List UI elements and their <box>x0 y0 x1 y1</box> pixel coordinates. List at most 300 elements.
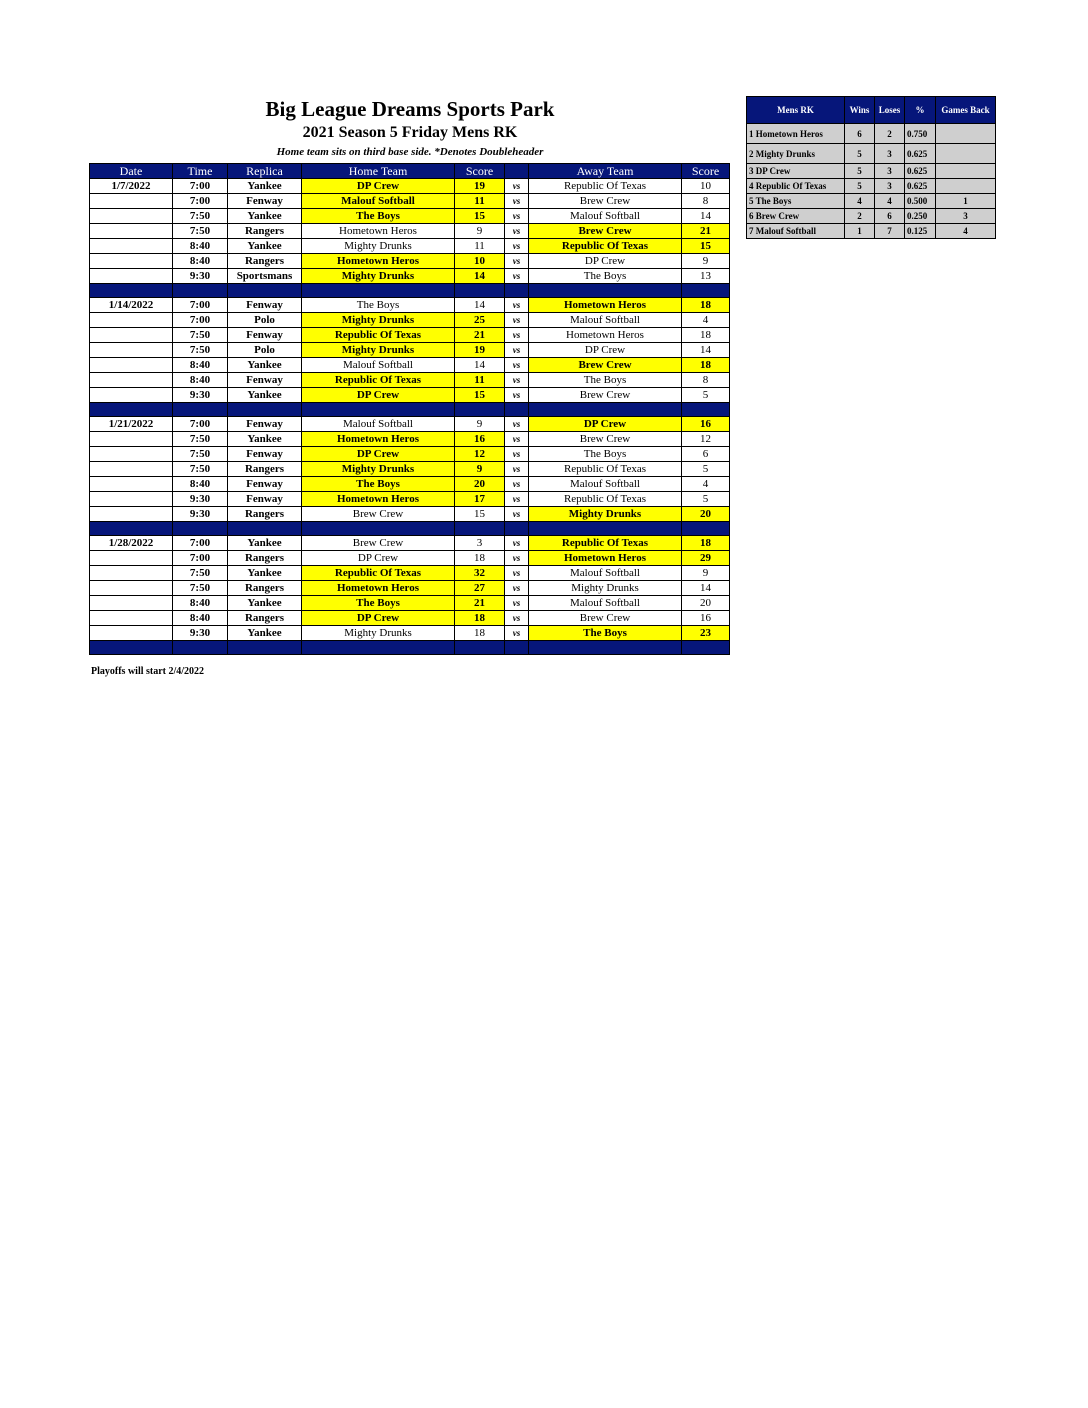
game-date <box>90 328 173 343</box>
standings-games-back <box>936 179 996 194</box>
schedule-header-row <box>90 164 730 179</box>
standings-rank: 4 <box>749 181 754 191</box>
game-row <box>90 313 730 328</box>
away-score: 20 <box>682 507 730 522</box>
game-date <box>90 432 173 447</box>
vs-label: vs <box>505 492 529 507</box>
game-row <box>90 194 730 209</box>
game-row <box>90 536 730 551</box>
standings-games-back: 3 <box>936 209 996 224</box>
game-time: 7:00 <box>173 313 228 328</box>
away-team: Republic Of Texas <box>529 462 682 477</box>
playoffs-note: Playoffs will start 2/4/2022 <box>91 666 205 677</box>
game-row <box>90 432 730 447</box>
standings-team-name: Hometown Heros <box>755 128 823 139</box>
separator-cell <box>302 641 455 655</box>
home-score: 18 <box>455 551 505 566</box>
game-field: Rangers <box>228 551 302 566</box>
game-row <box>90 239 730 254</box>
away-team: Hometown Heros <box>529 298 682 313</box>
vs-column-header <box>505 164 529 179</box>
home-score: 18 <box>455 626 505 641</box>
away-score: 4 <box>682 313 730 328</box>
game-row <box>90 477 730 492</box>
home-team: The Boys <box>302 596 455 611</box>
vs-label: vs <box>505 626 529 641</box>
game-field: Sportsmans <box>228 269 302 284</box>
standings-rank: 2 <box>749 148 754 159</box>
away-team: Malouf Softball <box>529 477 682 492</box>
game-time: 8:40 <box>173 254 228 269</box>
home-score: 19 <box>455 343 505 358</box>
replica-column-header: Replica <box>228 164 302 179</box>
home-team: The Boys <box>302 477 455 492</box>
home-score: 12 <box>455 447 505 462</box>
away-score: 5 <box>682 388 730 403</box>
separator-cell <box>173 284 228 298</box>
home-score: 15 <box>455 209 505 224</box>
home-score: 11 <box>455 373 505 388</box>
away-score: 16 <box>682 417 730 432</box>
game-time: 7:50 <box>173 462 228 477</box>
vs-label: vs <box>505 611 529 626</box>
home-team: Malouf Softball <box>302 194 455 209</box>
game-time: 8:40 <box>173 477 228 492</box>
game-field: Fenway <box>228 492 302 507</box>
separator-cell <box>682 641 730 655</box>
vs-label: vs <box>505 566 529 581</box>
season-subtitle: 2021 Season 5 Friday Mens RK <box>302 124 518 141</box>
home-score: 14 <box>455 358 505 373</box>
game-time: 8:40 <box>173 596 228 611</box>
game-field: Yankee <box>228 596 302 611</box>
game-time: 9:30 <box>173 507 228 522</box>
standings-pct-header: % <box>905 97 936 124</box>
away-team: Republic Of Texas <box>529 492 682 507</box>
standings-team-name: Mighty Drunks <box>755 148 816 159</box>
away-team: Hometown Heros <box>529 328 682 343</box>
week-separator <box>90 403 730 417</box>
game-date <box>90 507 173 522</box>
game-field: Rangers <box>228 254 302 269</box>
game-row <box>90 566 730 581</box>
separator-cell <box>173 641 228 655</box>
game-row <box>90 447 730 462</box>
standings-losses: 3 <box>875 164 905 179</box>
game-row <box>90 209 730 224</box>
away-score: 18 <box>682 328 730 343</box>
home-team: Hometown Heros <box>302 254 455 269</box>
home-score: 14 <box>455 269 505 284</box>
vs-label: vs <box>505 581 529 596</box>
game-field: Yankee <box>228 358 302 373</box>
standings-team <box>747 224 845 239</box>
week-separator <box>90 641 730 655</box>
standings-team-name: Brew Crew <box>755 211 800 221</box>
separator-cell <box>529 284 682 298</box>
away-team: Mighty Drunks <box>529 581 682 596</box>
vs-label: vs <box>505 254 529 269</box>
game-row <box>90 373 730 388</box>
game-row <box>90 581 730 596</box>
away-score: 18 <box>682 536 730 551</box>
game-time: 7:00 <box>173 298 228 313</box>
game-field: Yankee <box>228 536 302 551</box>
standings-team <box>747 144 845 164</box>
away-score: 13 <box>682 269 730 284</box>
game-time: 9:30 <box>173 269 228 284</box>
away-score: 15 <box>682 239 730 254</box>
game-time: 7:00 <box>173 417 228 432</box>
standings-losses: 2 <box>875 124 905 144</box>
game-field: Fenway <box>228 417 302 432</box>
home-team: Malouf Softball <box>302 358 455 373</box>
away-score: 10 <box>682 179 730 194</box>
standings-pct: 0.250 <box>905 209 936 224</box>
away-score: 9 <box>682 254 730 269</box>
home-team: Mighty Drunks <box>302 313 455 328</box>
game-field: Rangers <box>228 581 302 596</box>
away-team: Malouf Softball <box>529 209 682 224</box>
away-score-column-header: Score <box>682 164 730 179</box>
away-score: 23 <box>682 626 730 641</box>
game-row <box>90 551 730 566</box>
home-team: Hometown Heros <box>302 581 455 596</box>
standings-wins-header: Wins <box>845 97 875 124</box>
away-team: The Boys <box>529 373 682 388</box>
away-score: 12 <box>682 432 730 447</box>
standings-pct: 0.750 <box>905 124 936 144</box>
separator-cell <box>682 284 730 298</box>
game-time: 8:40 <box>173 239 228 254</box>
separator-cell <box>529 641 682 655</box>
game-date <box>90 581 173 596</box>
home-team: Malouf Softball <box>302 417 455 432</box>
separator-cell <box>455 403 505 417</box>
game-time: 7:50 <box>173 209 228 224</box>
time-column-header: Time <box>173 164 228 179</box>
standings-wins: 5 <box>845 144 875 164</box>
standings-wins: 4 <box>845 194 875 209</box>
game-field: Rangers <box>228 462 302 477</box>
separator-cell <box>505 284 529 298</box>
game-time: 7:50 <box>173 328 228 343</box>
standings-wins: 2 <box>845 209 875 224</box>
home-team: Mighty Drunks <box>302 626 455 641</box>
away-team: DP Crew <box>529 254 682 269</box>
home-score: 10 <box>455 254 505 269</box>
home-score: 21 <box>455 328 505 343</box>
home-score: 16 <box>455 432 505 447</box>
game-row <box>90 224 730 239</box>
separator-cell <box>228 641 302 655</box>
game-date <box>90 462 173 477</box>
home-score: 17 <box>455 492 505 507</box>
separator-cell <box>302 284 455 298</box>
standings-losses: 4 <box>875 194 905 209</box>
away-team: Brew Crew <box>529 194 682 209</box>
away-team: Republic Of Texas <box>529 179 682 194</box>
away-team: Malouf Softball <box>529 566 682 581</box>
separator-cell <box>228 284 302 298</box>
standings-row <box>747 224 996 239</box>
home-team: Hometown Heros <box>302 492 455 507</box>
vs-label: vs <box>505 298 529 313</box>
game-time: 7:00 <box>173 536 228 551</box>
date-column-header: Date <box>90 164 173 179</box>
game-date <box>90 269 173 284</box>
standings-row <box>747 144 996 164</box>
vs-label: vs <box>505 536 529 551</box>
home-team-note: Home team sits on third base side. *Denotes Doubleheader <box>276 146 544 158</box>
away-score: 21 <box>682 224 730 239</box>
vs-label: vs <box>505 462 529 477</box>
away-team: Malouf Softball <box>529 596 682 611</box>
game-field: Yankee <box>228 566 302 581</box>
standings-team <box>747 179 845 194</box>
away-score: 14 <box>682 343 730 358</box>
home-team: DP Crew <box>302 388 455 403</box>
game-time: 8:40 <box>173 358 228 373</box>
game-date: 1/7/2022 <box>90 179 173 194</box>
away-score: 16 <box>682 611 730 626</box>
standings-pct: 0.625 <box>905 144 936 164</box>
schedule-body <box>90 179 730 655</box>
standings-losses-header: Loses <box>875 97 905 124</box>
home-team-column-header: Home Team <box>302 164 455 179</box>
game-row <box>90 254 730 269</box>
game-field: Yankee <box>228 179 302 194</box>
standings-row <box>747 209 996 224</box>
game-field: Fenway <box>228 447 302 462</box>
home-team: Mighty Drunks <box>302 343 455 358</box>
standings-table <box>746 96 996 239</box>
standings-team-name: Republic Of Texas <box>755 181 827 191</box>
game-date <box>90 626 173 641</box>
vs-label: vs <box>505 447 529 462</box>
vs-label: vs <box>505 596 529 611</box>
away-team: The Boys <box>529 269 682 284</box>
standings-team <box>747 194 845 209</box>
vs-label: vs <box>505 417 529 432</box>
standings-row <box>747 164 996 179</box>
vs-label: vs <box>505 373 529 388</box>
game-date <box>90 254 173 269</box>
standings-pct: 0.625 <box>905 164 936 179</box>
game-row <box>90 328 730 343</box>
standings-wins: 6 <box>845 124 875 144</box>
game-time: 7:00 <box>173 551 228 566</box>
standings-pct: 0.500 <box>905 194 936 209</box>
game-date <box>90 194 173 209</box>
game-date <box>90 492 173 507</box>
home-score: 15 <box>455 507 505 522</box>
standings-body <box>747 124 996 239</box>
game-row <box>90 462 730 477</box>
home-team: Brew Crew <box>302 536 455 551</box>
away-team: Republic Of Texas <box>529 536 682 551</box>
separator-cell <box>90 403 173 417</box>
standings-team <box>747 164 845 179</box>
standings-losses: 6 <box>875 209 905 224</box>
away-score: 6 <box>682 447 730 462</box>
vs-label: vs <box>505 224 529 239</box>
game-row <box>90 626 730 641</box>
vs-label: vs <box>505 477 529 492</box>
home-team: The Boys <box>302 298 455 313</box>
game-field: Fenway <box>228 194 302 209</box>
standings-games-back <box>936 124 996 144</box>
game-field: Fenway <box>228 477 302 492</box>
game-field: Fenway <box>228 328 302 343</box>
separator-cell <box>505 641 529 655</box>
home-score: 3 <box>455 536 505 551</box>
page-title: Big League Dreams Sports Park <box>265 97 555 121</box>
game-row <box>90 269 730 284</box>
game-date <box>90 596 173 611</box>
away-score: 18 <box>682 298 730 313</box>
home-score: 9 <box>455 462 505 477</box>
standings-team-name: Malouf Softball <box>755 226 817 236</box>
vs-label: vs <box>505 328 529 343</box>
standings-games-back: 4 <box>936 224 996 239</box>
game-time: 9:30 <box>173 626 228 641</box>
game-row <box>90 388 730 403</box>
away-score: 8 <box>682 194 730 209</box>
away-score: 9 <box>682 566 730 581</box>
game-time: 7:50 <box>173 581 228 596</box>
vs-label: vs <box>505 179 529 194</box>
standings-header-row <box>747 97 996 124</box>
separator-cell <box>173 403 228 417</box>
standings-losses: 7 <box>875 224 905 239</box>
separator-cell <box>90 641 173 655</box>
away-score: 4 <box>682 477 730 492</box>
standings-games-back <box>936 144 996 164</box>
home-score: 14 <box>455 298 505 313</box>
standings-losses: 3 <box>875 144 905 164</box>
standings-team-name: DP Crew <box>755 166 791 176</box>
separator-cell <box>455 284 505 298</box>
standings-team-name: The Boys <box>755 196 792 206</box>
game-field: Yankee <box>228 432 302 447</box>
vs-label: vs <box>505 388 529 403</box>
vs-label: vs <box>505 432 529 447</box>
game-time: 7:50 <box>173 224 228 239</box>
game-row <box>90 298 730 313</box>
game-row <box>90 507 730 522</box>
game-time: 9:30 <box>173 388 228 403</box>
home-team: Mighty Drunks <box>302 269 455 284</box>
schedule-table <box>89 163 730 655</box>
home-score: 32 <box>455 566 505 581</box>
standings-pct: 0.125 <box>905 224 936 239</box>
vs-label: vs <box>505 209 529 224</box>
game-field: Polo <box>228 313 302 328</box>
away-score: 5 <box>682 462 730 477</box>
home-score: 18 <box>455 611 505 626</box>
home-score: 25 <box>455 313 505 328</box>
home-team: Republic Of Texas <box>302 373 455 388</box>
game-row <box>90 492 730 507</box>
game-field: Rangers <box>228 507 302 522</box>
home-score: 9 <box>455 417 505 432</box>
home-team: Republic Of Texas <box>302 328 455 343</box>
standings-rank: 6 <box>749 211 754 221</box>
game-date <box>90 551 173 566</box>
vs-label: vs <box>505 269 529 284</box>
vs-label: vs <box>505 194 529 209</box>
separator-cell <box>90 522 173 536</box>
game-field: Fenway <box>228 298 302 313</box>
standings-rank: 1 <box>749 128 754 139</box>
home-score-column-header: Score <box>455 164 505 179</box>
game-date: 1/21/2022 <box>90 417 173 432</box>
standings-team <box>747 124 845 144</box>
separator-cell <box>455 522 505 536</box>
separator-cell <box>302 403 455 417</box>
game-date <box>90 224 173 239</box>
away-team: Brew Crew <box>529 611 682 626</box>
away-score: 14 <box>682 581 730 596</box>
home-team: DP Crew <box>302 611 455 626</box>
vs-label: vs <box>505 507 529 522</box>
vs-label: vs <box>505 239 529 254</box>
away-team: Republic Of Texas <box>529 239 682 254</box>
game-field: Rangers <box>228 611 302 626</box>
away-score: 20 <box>682 596 730 611</box>
home-score: 27 <box>455 581 505 596</box>
game-date <box>90 313 173 328</box>
away-team: Hometown Heros <box>529 551 682 566</box>
game-date <box>90 209 173 224</box>
vs-label: vs <box>505 358 529 373</box>
standings-games-back-header: Games Back <box>936 97 996 124</box>
game-time: 7:00 <box>173 194 228 209</box>
separator-cell <box>455 641 505 655</box>
vs-label: vs <box>505 551 529 566</box>
game-time: 7:50 <box>173 566 228 581</box>
vs-label: vs <box>505 343 529 358</box>
game-field: Yankee <box>228 209 302 224</box>
home-team: DP Crew <box>302 551 455 566</box>
standings-rank: 3 <box>749 166 754 176</box>
game-time: 8:40 <box>173 373 228 388</box>
away-team: DP Crew <box>529 343 682 358</box>
separator-cell <box>505 403 529 417</box>
away-team: Brew Crew <box>529 358 682 373</box>
away-team: Brew Crew <box>529 388 682 403</box>
home-team: Republic Of Texas <box>302 566 455 581</box>
standings-games-back <box>936 164 996 179</box>
standings-games-back: 1 <box>936 194 996 209</box>
game-date <box>90 239 173 254</box>
game-row <box>90 358 730 373</box>
away-team: Brew Crew <box>529 224 682 239</box>
away-team: The Boys <box>529 626 682 641</box>
home-team: Mighty Drunks <box>302 462 455 477</box>
game-field: Yankee <box>228 388 302 403</box>
game-date <box>90 373 173 388</box>
week-separator <box>90 522 730 536</box>
home-score: 20 <box>455 477 505 492</box>
home-team: Mighty Drunks <box>302 239 455 254</box>
standings-team-header: Mens RK <box>747 97 845 124</box>
week-separator <box>90 284 730 298</box>
game-date <box>90 611 173 626</box>
game-date: 1/28/2022 <box>90 536 173 551</box>
game-field: Rangers <box>228 224 302 239</box>
